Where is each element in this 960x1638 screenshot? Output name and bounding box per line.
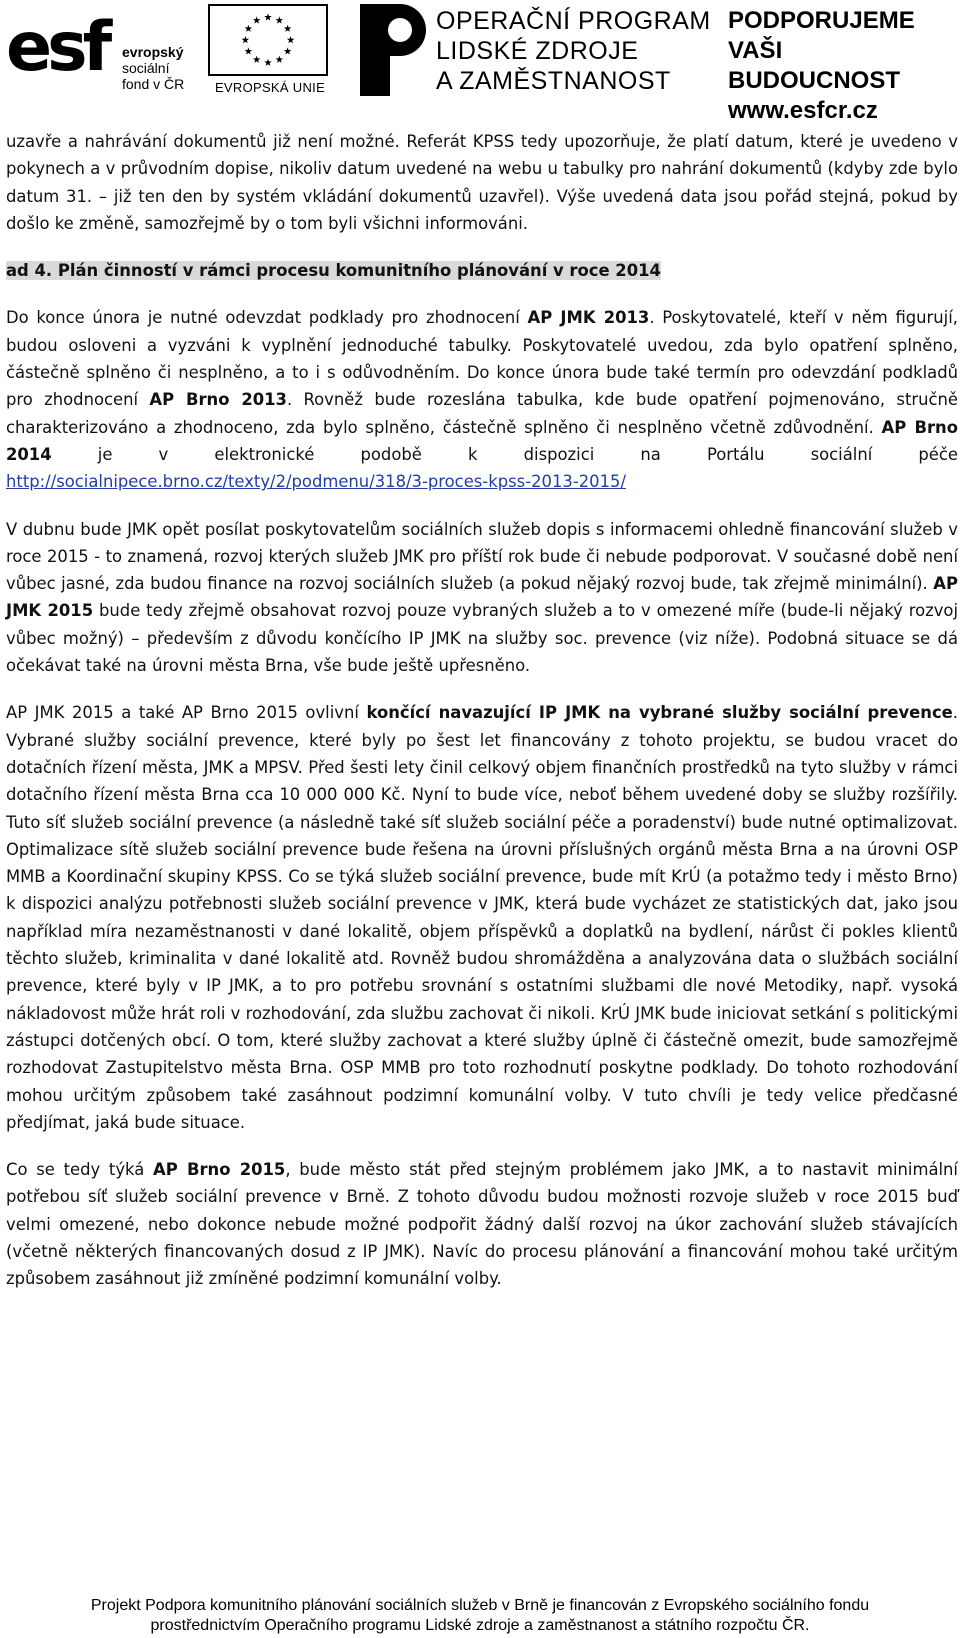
eu-label: EVROPSKÁ UNIE [214, 80, 326, 95]
esf-logo-caption: evropský sociální fond v ČR [122, 44, 185, 92]
op-program-icon [360, 4, 426, 96]
eu-flag-icon [208, 4, 328, 76]
esf-logo-wordmark: esf [6, 8, 108, 87]
op-program-title: OPERAČNÍ PROGRAM LIDSKÉ ZDROJE A ZAMĚSTNANOST [436, 7, 711, 95]
logo-header [0, 0, 960, 124]
support-slogan: PODPORUJEME VAŠI BUDOUCNOST www.esfcr.cz [728, 7, 915, 124]
paragraph-5: Co se tedy týká AP Brno 2015, bude město stát před stejným problémem jako JMK, a to nastavit minimální potřebou síť služeb sociální prevence v Brně. Z tohoto důvodu budou možnosti rozvoje služeb v roce 2015 buď velmi omezené, nebo dokonce nebude možné podpořit žádný další rozvoj na úkor zachování služeb stávajících (včetně některých financovaných dosud z IP JMK). Navíc do procesu plánování a financování mohou také určitým způsobem zasáhnout již zmíněné podzimní komunální volby. [6, 1160, 958, 1289]
footer-line-1: Projekt Podpora komunitního plánování sociálních služeb v Brně je financován z Evropského sociálního fondu [90, 1597, 870, 1614]
esf-logo [4, 4, 194, 98]
paragraph-3: V dubnu bude JMK opět posílat poskytovatelům sociálních služeb dopis s informacemi ohledně financování služeb v roce 2015 - to znamená, rozvoj kterých služeb JMK pro příští rok bude či nebude podporovat. V současné době není vůbec jasné, zda budou finance na rozvoj sociálních služeb (a pokud nějaký rozvoj bude, tak zřejmě minimální). AP JMK 2015 bude tedy zřejmě obsahovat rozvoj pouze vybraných služeb a to v omezené míře (bude-li nějaký rozvoj vůbec možný) – především z důvodu končícího IP JMK na služby soc. prevence (viz níže). Podobná situace se dá očekávat také na úrovni města Brna, vše bude ještě upřesněno. [6, 519, 958, 676]
footer-line-2: prostřednictvím Operačního programu Lidské zdroje a zaměstnanost a státního rozpočtu ČR. [150, 1617, 810, 1634]
project-footer [0, 1596, 960, 1636]
paragraph-4: AP JMK 2015 a také AP Brno 2015 ovlivní končící navazující IP JMK na vybrané služby sociální prevence. Vybrané služby sociální prevence, které byly po šest let financovány z tohoto projektu, se budou vracet do dotačních řízení města, JMK a MPSV. Před šesti lety činil celkový objem finančních prostředků na tyto služby v rámci dotačního řízení města Brna cca 10 000 000 Kč. Nyní to bude více, neboť během uvedené doby se služby rozšířily. Tuto síť služeb sociální prevence (a následně také síť služeb sociální péče a poradenství) bude nutné optimalizovat. Optimalizace sítě služeb sociální prevence bude řešena na úrovni příslušných orgánů města Brna a na úrovni OSP MMB a Koordinační skupiny KPSS. Co se týká služeb sociální prevence, bude mít KrÚ (a potažmo tedy i město Brno) k dispozici analýzu potřebnosti služeb sociální prevence v JMK, která bude vycházet ze statistických dat, jako jsou například míra nezaměstnanosti v dané lokalitě, objem příspěvků a doplatků na bydlení, nárůst či pokles klientů těchto služeb, kriminalita v dané lokalitě atd. Rovněž budou shromážděna a analyzována data o službách sociální prevence, které byly v IP JMK, a to pro potřebu srovnání s ostatními službami dle nové Metodiky, např. vysoká nákladovost může hrát roli v rozhodování, zda službu zachovat či nikoli. KrÚ JMK bude iniciovat setkání s politickými zástupci dotčených obcí. O tom, které služby zachovat a které služby úplně či částečně omezit, bude samozřejmě rozhodovat Zastupitelstvo města Brna. OSP MMB pro toto rozhodnutí poskytne podklady. Do tohoto rozhodování mohou určitým způsobem také zasáhnout podzimní komunální volby. V tuto chvíli je tedy velice předčasné předjímat, jaká bude situace. [6, 703, 958, 1132]
paragraph-1: uzavře a nahrávání dokumentů již není možné. Referát KPSS tedy upozorňuje, že platí datum, které je uvedeno v pokynech a v průvodním dopise, nikoliv datum uvedené na webu u tabulky pro nahrání dokumentů (kdyby zde bylo datum 31. – již ten den by systém vkládání dokumentů uzavřel). Výše uvedená data jsou pořád stejná, pokud by došlo ke změně, samozřejmě by o tom byli všichni informováni. [6, 132, 958, 233]
paragraph-2: Do konce února je nutné odevzdat podklady pro zhodnocení AP JMK 2013. Poskytovatelé, kteří v něm figurují, budou osloveni a vyzváni k vyplnění jednoduché tabulky. Poskytovatelé uvedou, zda bylo opatření splněno, částečně splněno či nesplněno, a to i s odůvodněním. Do konce února bude také termín pro odevzdání podkladů pro zhodnocení AP Brno 2013. Rovněž bude rozeslána tabulka, kde bude opatření pojmenováno, stručně charakterizováno a zhodnoceno, zda bylo splněno, částečně splněno či nesplněno včetně zdůvodnění. AP Brno 2014 je v elektronické podobě k dispozici na Portálu sociální péče http://socialnipece.brno.cz/texty/2/podmenu/318/3-proces-kpss-2013-2015/ [6, 308, 958, 492]
section-heading: ad 4. Plán činností v rámci procesu komunitního plánování v roce 2014 [6, 261, 661, 281]
portal-link[interactable]: http://socialnipece.brno.cz/texty/2/podmenu/318/3-proces-kpss-2013-2015/ [6, 472, 626, 492]
document-body [6, 128, 958, 1293]
